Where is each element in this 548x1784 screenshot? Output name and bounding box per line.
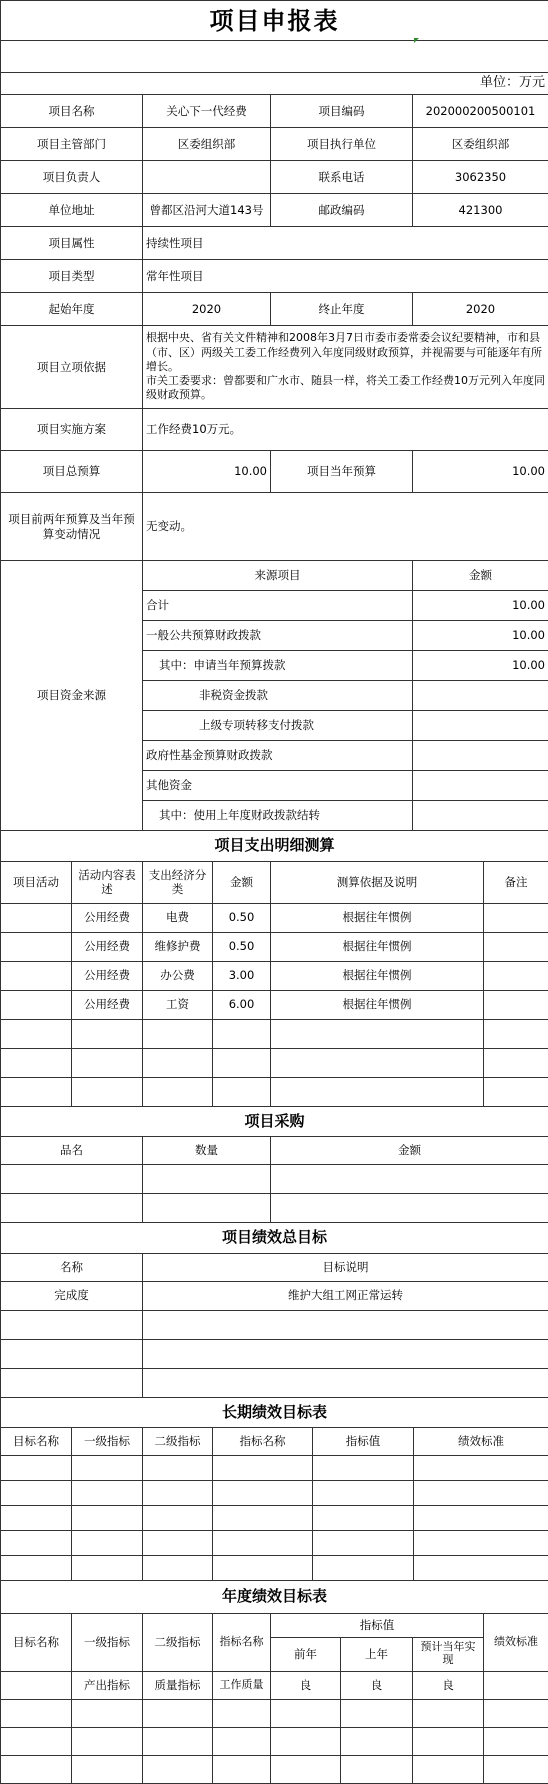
annual-cell <box>271 1727 341 1755</box>
annual-cell <box>143 1727 213 1755</box>
expense-cell: 根据往年惯例 <box>271 990 484 1019</box>
expense-cell: 3.00 <box>213 961 271 990</box>
expense-cell: 0.50 <box>213 932 271 961</box>
purchase-header: 数量 <box>143 1137 271 1165</box>
long-term-cell <box>72 1456 143 1481</box>
table-row <box>1 1310 548 1339</box>
long-term-section-title: 长期绩效目标表 <box>1 1398 548 1428</box>
perf-total-cell: 维护大组工网正常运转 <box>143 1281 548 1310</box>
long-term-header: 目标名称 <box>1 1428 72 1456</box>
annual-section-title: 年度绩效目标表 <box>1 1581 548 1613</box>
annual-cell <box>1 1671 72 1699</box>
address-value: 曾都区沿河大道143号 <box>143 194 271 227</box>
table-row <box>1 1165 548 1194</box>
expense-cell: 公用经费 <box>72 903 143 932</box>
long-term-cell <box>313 1556 414 1581</box>
perf-total-section-title: 项目绩效总目标 <box>1 1223 548 1253</box>
funding-col-amount: 金额 <box>413 561 548 591</box>
purchase-header: 品名 <box>1 1137 143 1165</box>
address-label: 单位地址 <box>1 194 143 227</box>
expense-header: 支出经济分类 <box>143 861 213 903</box>
expense-cell: 维修护费 <box>143 932 213 961</box>
long-term-cell <box>414 1481 548 1506</box>
expense-header: 金额 <box>213 861 271 903</box>
long-term-cell <box>414 1506 548 1531</box>
annual-cell: 产出指标 <box>72 1671 143 1699</box>
expense-cell: 根据往年惯例 <box>271 932 484 961</box>
long-term-cell <box>213 1556 313 1581</box>
long-term-cell <box>72 1481 143 1506</box>
long-term-cell <box>72 1531 143 1556</box>
annual-cell <box>143 1755 213 1783</box>
annual-cell <box>484 1727 548 1755</box>
annual-cell <box>341 1727 413 1755</box>
perf-total-table <box>0 1223 548 1398</box>
table-row <box>1 903 548 932</box>
current-budget-value: 10.00 <box>413 451 548 493</box>
annual-cell <box>413 1727 484 1755</box>
long-term-cell <box>143 1506 213 1531</box>
expense-section-title: 项目支出明细测算 <box>1 831 548 861</box>
purchase-cell <box>143 1194 271 1223</box>
annual-header-prev-year: 前年 <box>271 1637 341 1671</box>
funding-row-name: 合计 <box>143 591 413 621</box>
leader-label: 项目负责人 <box>1 161 143 194</box>
funding-source-label: 项目资金来源 <box>1 561 143 831</box>
unit-label: 单位：万元 <box>1 73 548 95</box>
table-row <box>1 1699 548 1727</box>
table-row <box>1 1481 548 1506</box>
table-row <box>1 1368 548 1397</box>
purchase-section-title: 项目采购 <box>1 1107 548 1137</box>
expense-cell <box>213 1048 271 1077</box>
long-term-table <box>0 1398 548 1582</box>
type-label: 项目类型 <box>1 260 143 293</box>
expense-table <box>0 831 548 1107</box>
purchase-cell <box>271 1194 548 1223</box>
purchase-cell <box>271 1165 548 1194</box>
expense-cell <box>143 1077 213 1106</box>
funding-row-amount: 10.00 <box>413 651 548 681</box>
annual-header-value: 指标值 <box>271 1613 484 1637</box>
table-row <box>1 1456 548 1481</box>
purchase-cell <box>143 1165 271 1194</box>
funding-row-amount <box>413 681 548 711</box>
expense-cell <box>484 903 548 932</box>
expense-cell: 电费 <box>143 903 213 932</box>
annual-cell <box>341 1699 413 1727</box>
annual-cell <box>72 1699 143 1727</box>
perf-total-header: 名称 <box>1 1253 143 1281</box>
annual-cell: 良 <box>271 1671 341 1699</box>
perf-total-header: 目标说明 <box>143 1253 548 1281</box>
perf-total-cell: 完成度 <box>1 1281 143 1310</box>
annual-cell: 良 <box>341 1671 413 1699</box>
budget-change-label: 项目前两年预算及当年预算变动情况 <box>1 493 143 561</box>
attribute-label: 项目属性 <box>1 227 143 260</box>
perf-total-cell <box>1 1368 143 1397</box>
long-term-cell <box>414 1456 548 1481</box>
annual-cell <box>1 1699 72 1727</box>
long-term-header: 二级指标 <box>143 1428 213 1456</box>
long-term-cell <box>213 1481 313 1506</box>
annual-table <box>0 1581 548 1784</box>
project-code-label: 项目编码 <box>271 95 413 128</box>
perf-total-cell <box>143 1368 548 1397</box>
expense-cell <box>1 1077 72 1106</box>
annual-cell: 质量指标 <box>143 1671 213 1699</box>
expense-cell <box>72 1048 143 1077</box>
long-term-cell <box>313 1456 414 1481</box>
expense-header: 备注 <box>484 861 548 903</box>
annual-cell <box>72 1755 143 1783</box>
funding-row-name: 其中：使用上年度财政拨款结转 <box>143 801 413 831</box>
exec-unit-label: 项目执行单位 <box>271 128 413 161</box>
long-term-cell <box>414 1556 548 1581</box>
annual-cell <box>213 1699 271 1727</box>
annual-cell <box>413 1699 484 1727</box>
expense-cell: 公用经费 <box>72 961 143 990</box>
long-term-cell <box>72 1506 143 1531</box>
expense-header: 活动内容表述 <box>72 861 143 903</box>
long-term-header: 指标名称 <box>213 1428 313 1456</box>
annual-cell <box>484 1755 548 1783</box>
long-term-cell <box>143 1481 213 1506</box>
project-code-value: 202000200500101 <box>413 95 548 128</box>
long-term-header: 一级指标 <box>72 1428 143 1456</box>
main-table <box>0 0 548 831</box>
expense-cell: 根据往年惯例 <box>271 903 484 932</box>
expense-cell <box>484 990 548 1019</box>
annual-cell <box>1 1727 72 1755</box>
annual-cell <box>341 1755 413 1783</box>
expense-cell <box>271 1077 484 1106</box>
funding-row-name: 其中：申请当年预算拨款 <box>143 651 413 681</box>
expense-cell <box>1 1048 72 1077</box>
funding-row-amount <box>413 771 548 801</box>
annual-cell: 良 <box>413 1671 484 1699</box>
annual-header-standard: 绩效标准 <box>484 1613 548 1671</box>
long-term-cell <box>313 1506 414 1531</box>
long-term-cell <box>1 1531 72 1556</box>
expense-cell <box>72 1077 143 1106</box>
table-row <box>1 1556 548 1581</box>
expense-cell: 0.50 <box>213 903 271 932</box>
total-budget-label: 项目总预算 <box>1 451 143 493</box>
table-row <box>1 932 548 961</box>
expense-cell: 公用经费 <box>72 932 143 961</box>
form-title: 项目申报表 <box>1 1 548 41</box>
postcode-value: 421300 <box>413 194 548 227</box>
expense-cell <box>484 1019 548 1048</box>
basis-label: 项目立项依据 <box>1 326 143 409</box>
phone-label: 联系电话 <box>271 161 413 194</box>
funding-row-name: 其他资金 <box>143 771 413 801</box>
long-term-cell <box>1 1556 72 1581</box>
expense-cell <box>213 1077 271 1106</box>
project-name-label: 项目名称 <box>1 95 143 128</box>
long-term-cell <box>414 1531 548 1556</box>
expense-cell <box>484 932 548 961</box>
postcode-label: 邮政编码 <box>271 194 413 227</box>
annual-header-name: 指标名称 <box>213 1613 271 1671</box>
project-name-value: 关心下一代经费 <box>143 95 271 128</box>
long-term-header: 指标值 <box>313 1428 414 1456</box>
cell-comment-marker <box>414 38 419 43</box>
expense-cell <box>484 1077 548 1106</box>
long-term-cell <box>1 1506 72 1531</box>
plan-label: 项目实施方案 <box>1 409 143 451</box>
annual-cell <box>72 1727 143 1755</box>
table-row <box>1 1019 548 1048</box>
long-term-cell <box>213 1456 313 1481</box>
long-term-cell <box>213 1531 313 1556</box>
expense-cell <box>271 1048 484 1077</box>
expense-header: 测算依据及说明 <box>271 861 484 903</box>
expense-cell: 根据往年惯例 <box>271 961 484 990</box>
annual-cell <box>484 1699 548 1727</box>
annual-cell <box>213 1727 271 1755</box>
purchase-header: 金额 <box>271 1137 548 1165</box>
table-row <box>1 1339 548 1368</box>
annual-cell <box>484 1671 548 1699</box>
funding-row-name: 上级专项转移支付拨款 <box>143 711 413 741</box>
funding-row-amount <box>413 741 548 771</box>
annual-header-target: 目标名称 <box>1 1613 72 1671</box>
annual-header-lvl2: 二级指标 <box>143 1613 213 1671</box>
perf-total-cell <box>143 1339 548 1368</box>
annual-cell <box>1 1755 72 1783</box>
annual-header-lvl1: 一级指标 <box>72 1613 143 1671</box>
table-row <box>1 1194 548 1223</box>
expense-cell <box>484 1048 548 1077</box>
long-term-cell <box>213 1506 313 1531</box>
dept-label: 项目主管部门 <box>1 128 143 161</box>
expense-cell <box>1 932 72 961</box>
purchase-cell <box>1 1165 143 1194</box>
expense-cell <box>271 1019 484 1048</box>
funding-row-amount <box>413 801 548 831</box>
long-term-header: 绩效标准 <box>414 1428 548 1456</box>
annual-cell <box>143 1699 213 1727</box>
long-term-cell <box>143 1456 213 1481</box>
expense-cell: 工资 <box>143 990 213 1019</box>
expense-cell <box>143 1048 213 1077</box>
long-term-cell <box>313 1481 414 1506</box>
perf-total-cell <box>1 1339 143 1368</box>
funding-row-amount <box>413 711 548 741</box>
annual-header-last-year: 上年 <box>341 1637 413 1671</box>
funding-row-name: 一般公共预算财政拨款 <box>143 621 413 651</box>
annual-header-expected: 预计当年实现 <box>413 1637 484 1671</box>
table-row <box>1 1077 548 1106</box>
start-year-label: 起始年度 <box>1 293 143 326</box>
expense-cell: 办公费 <box>143 961 213 990</box>
table-row <box>1 1755 548 1783</box>
total-budget-value: 10.00 <box>143 451 271 493</box>
expense-cell <box>484 961 548 990</box>
perf-total-cell <box>143 1310 548 1339</box>
purchase-table <box>0 1107 548 1224</box>
table-row <box>1 1281 548 1310</box>
leader-value <box>143 161 271 194</box>
table-row <box>1 961 548 990</box>
table-row <box>1 1727 548 1755</box>
basis-text: 根据中央、省有关文件精神和2008年3月7日市委市委常委会议纪要精神，市和县（市、区）两级关工委工作经费列入年度同级财政预算，并视需要与可能逐年有所增长。 市关工委要求：曾都要和广水市、随县一样，将关工委工作经费10万元列入年度同级财政预算。 <box>143 326 548 409</box>
annual-cell <box>413 1755 484 1783</box>
long-term-cell <box>143 1531 213 1556</box>
attribute-value: 持续性项目 <box>143 227 548 260</box>
expense-cell <box>1 903 72 932</box>
end-year-value: 2020 <box>413 293 548 326</box>
long-term-cell <box>313 1531 414 1556</box>
annual-cell: 工作质量 <box>213 1671 271 1699</box>
plan-text: 工作经费10万元。 <box>143 409 548 451</box>
funding-row-amount: 10.00 <box>413 621 548 651</box>
table-row <box>1 1671 548 1699</box>
long-term-cell <box>1 1481 72 1506</box>
expense-cell: 6.00 <box>213 990 271 1019</box>
long-term-cell <box>72 1556 143 1581</box>
expense-header: 项目活动 <box>1 861 72 903</box>
funding-row-name: 政府性基金预算财政拨款 <box>143 741 413 771</box>
budget-change-text: 无变动。 <box>143 493 548 561</box>
long-term-cell <box>143 1556 213 1581</box>
dept-value: 区委组织部 <box>143 128 271 161</box>
purchase-cell <box>1 1194 143 1223</box>
table-row <box>1 990 548 1019</box>
phone-value: 3062350 <box>413 161 548 194</box>
funding-row-amount: 10.00 <box>413 591 548 621</box>
expense-cell <box>1 1019 72 1048</box>
annual-cell <box>271 1699 341 1727</box>
funding-row-name: 非税资金拨款 <box>143 681 413 711</box>
funding-col-source: 来源项目 <box>143 561 413 591</box>
type-value: 常年性项目 <box>143 260 548 293</box>
expense-cell <box>1 961 72 990</box>
end-year-label: 终止年度 <box>271 293 413 326</box>
start-year-value: 2020 <box>143 293 271 326</box>
table-row <box>1 1048 548 1077</box>
expense-cell <box>1 990 72 1019</box>
table-row <box>1 1506 548 1531</box>
expense-cell <box>213 1019 271 1048</box>
perf-total-cell <box>1 1310 143 1339</box>
expense-cell: 公用经费 <box>72 990 143 1019</box>
table-row <box>1 1531 548 1556</box>
expense-cell <box>72 1019 143 1048</box>
annual-cell <box>213 1755 271 1783</box>
expense-cell <box>143 1019 213 1048</box>
current-budget-label: 项目当年预算 <box>271 451 413 493</box>
exec-unit-value: 区委组织部 <box>413 128 548 161</box>
annual-cell <box>271 1755 341 1783</box>
long-term-cell <box>1 1456 72 1481</box>
